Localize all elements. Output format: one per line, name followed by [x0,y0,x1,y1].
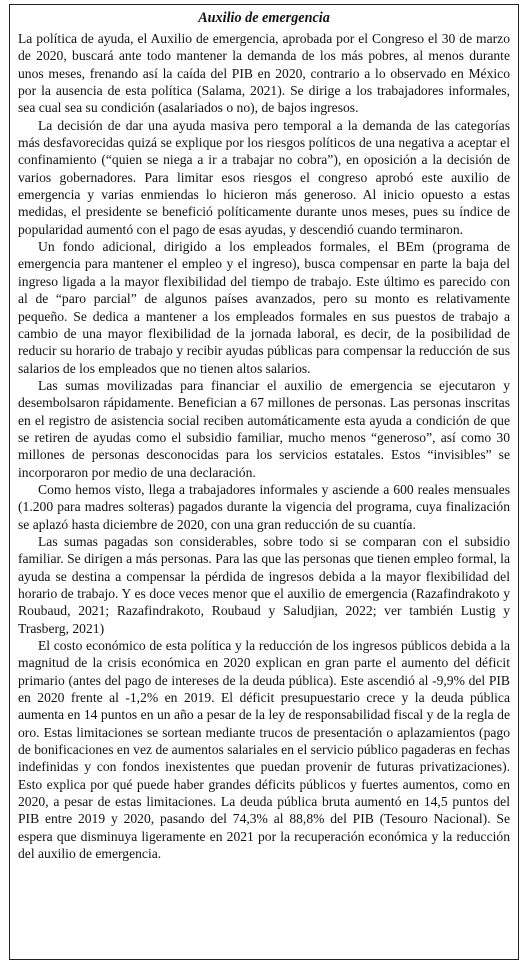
paragraph-6: Las sumas pagadas son considerables, sobre todo si se comparan con el subsidio familiar. Se dirigen a más personas. Para las que las personas que tienen empleo formal, la ayuda se destina a compensar la pérdida de ingresos debida a la mayor flexibilidad del horario de trabajo. Y es doce veces menor que el auxilio de emergencia (Razafindrakoto y Roubaud, 2021; Razafindrakoto, Roubaud y Saludjian, 2022; ver también Lustig y Trasberg, 2021) [18,533,510,636]
paragraph-5: Como hemos visto, llega a trabajadores informales y asciende a 600 reales mensuales (1.200 para madres solteras) pagados durante la vigencia del programa, cuya finalización se aplazó hasta diciembre de 2020, con una gran reducción de su cuantía. [18,481,510,532]
paragraph-1: La política de ayuda, el Auxilio de emergencia, aprobada por el Congreso el 30 de marzo de 2020, buscará ante todo mantener la demanda de los más pobres, al menos durante unos meses, frenando así la caída del PIB en 2020, contrario a lo observado en México por la ausencia de esta política (Salama, 2021). Se dirige a los trabajadores informales, sea cual sea su condición (asalariados o no), de bajos ingresos. [18,31,510,116]
paragraph-2: La decisión de dar una ayuda masiva pero temporal a la demanda de las categorías más desfavorecidas quizá se explique por los riesgos políticos de una negativa a aceptar el confinamiento (“quien se niega a ir a trabajar no cobra”), en oposición a la decisión de varios gobernadores. Para limitar esos riesgos el congreso aprobó este auxilio de emergencia y varias enmiendas lo hicieron más generoso. Al inicio opuesto a estas medidas, el presidente se benefició políticamente durante unos meses, pues su índice de popularidad aumentó con el pago de esas ayudas, y descendió cuando terminaron. [18,117,510,237]
text-box [9,4,519,960]
paragraph-4: Las sumas movilizadas para financiar el auxilio de emergencia se ejecutaron y desembolsaron rápidamente. Benefician a 67 millones de personas. Las personas inscritas en el registro de asistencia social reciben automáticamente esta ayuda a condición de que se retiren de ayudas como el subsidio familiar, mucho menos “generoso”, así como 30 millones de personas desconocidas para los servicios estatales. Estos “invisibles” se incorporaron por medio de una declaración. [18,377,510,480]
paragraph-7: El costo económico de esta política y la reducción de los ingresos públicos debida a la magnitud de la crisis económica en 2020 explican en gran parte el aumento del déficit primario (antes del pago de intereses de la deuda pública). Este ascendió al -9,9% del PIB en 2020 frente al -1,2% en 2019. El déficit presupuestario crece y la deuda pública aumenta en 14 puntos en un año a pesar de la ley de responsabilidad fiscal y de la regla de oro. Estas limitaciones se sortean mediante trucos de presentación o aplazamientos (pago de bonificaciones en vez de aumentos salariales en el servicio público pagaderas en fechas indefinidas y con fondos inexistentes que puedan provenir de futuras privatizaciones). Esto explica por qué puede haber grandes déficits públicos y fuertes aumentos, como en 2020, a pesar de estas limitaciones. La deuda pública bruta aumentó en 14,5 puntos del PIB entre 2019 y 2020, pasando del 74,3% al 88,8% del PIB (Tesouro Nacional). Se espera que disminuya ligeramente en 2021 por la recuperación económica y la reducción del auxilio de emergencia. [18,638,510,862]
paragraph-3: Un fondo adicional, dirigido a los empleados formales, el BEm (programa de emergencia para mantener el empleo y el ingreso), busca compensar en parte la baja del ingreso ligada a la mayor flexibilidad del tiempo de trabajo. Este último es parecido con al de “paro parcial” de algunos países avanzados, pero su monto es relativamente pequeño. Se dedica a mantener a los empleados formales en sus puestos de trabajo a cambio de una mayor flexibilidad de la jornada laboral, es decir, de la posibilidad de reducir su horario de trabajo y recibir ayudas públicas para compensar la reducción de sus salarios de los empleados que no tienen altos salarios. [18,239,510,376]
box-title: Auxilio de emergencia [198,10,330,26]
